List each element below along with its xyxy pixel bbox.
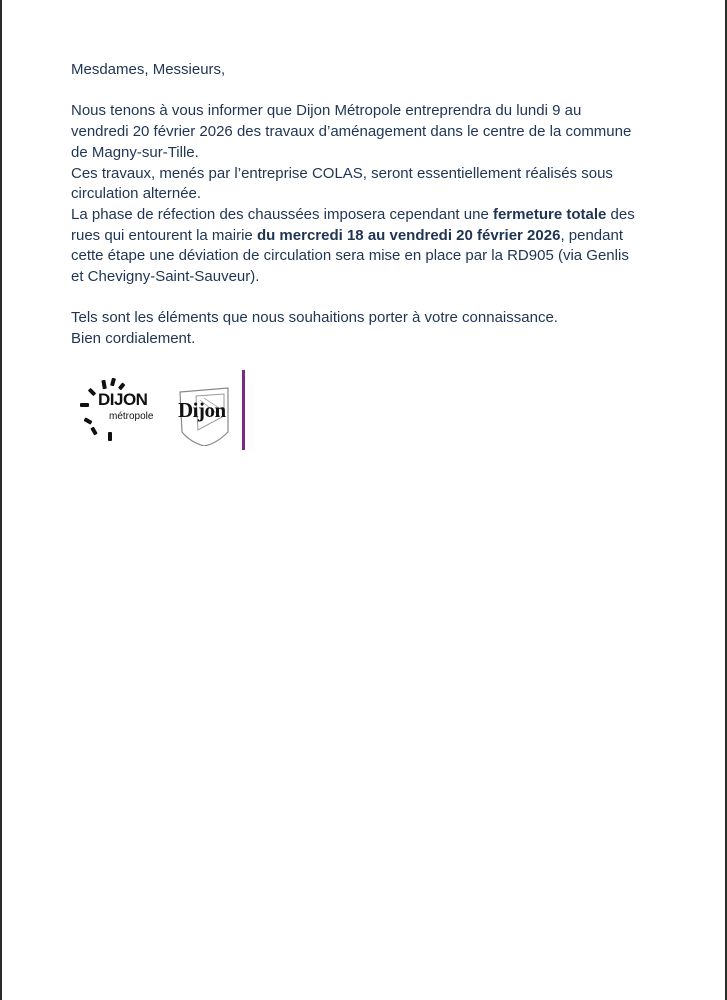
- paragraph-1-line-2: vendredi 20 février 2026 des travaux d’aménagement dans le centre de la commune: [71, 123, 632, 141]
- logo-block: [78, 370, 258, 452]
- letter-body: [71, 60, 671, 350]
- text-span: , pendant: [560, 226, 623, 244]
- paragraph-2-line-1: Ces travaux, menés par l’entreprise COLAS, seront essentiellement réalisés sous: [71, 164, 613, 182]
- paragraph-3-line-2: [71, 226, 671, 247]
- metropole-wordmark: DIJON: [98, 390, 148, 409]
- greeting: Mesdames, Messieurs,: [71, 61, 226, 78]
- text-span: La phase de réfection des chaussées imposera cependant une: [71, 205, 493, 223]
- paragraph-3-line-4: et Chevigny-Saint-Sauveur).: [71, 268, 260, 286]
- closure-emphasis: fermeture totale: [492, 205, 607, 223]
- paragraph-1-line-3: de Magny-sur-Tille.: [71, 143, 199, 161]
- closing-line-1: Tels sont les éléments que nous souhaitions porter à votre connaissance.: [71, 309, 558, 327]
- page-border-left: [0, 0, 2, 1000]
- accent-divider: [242, 370, 245, 450]
- paragraph-1-line-1: Nous tenons à vous informer que Dijon Métropole entreprendra du lundi 9 au: [71, 102, 582, 120]
- paragraph-3-line-3: cette étape une déviation de circulation sera mise en place par la RD905 (via Genlis: [71, 247, 629, 265]
- closing-line-2: Bien cordialement.: [71, 330, 196, 348]
- paragraph-2-line-2: circulation alternée.: [71, 185, 202, 203]
- text-span: des: [606, 205, 635, 223]
- city-wordmark: Dijon: [178, 398, 226, 422]
- closure-dates-emphasis: du mercredi 18 au vendredi 20 février 2026: [256, 226, 561, 244]
- dijon-metropole-logo-icon: [78, 378, 170, 442]
- paragraph-3-line-1: [71, 205, 671, 226]
- metropole-subtitle: métropole: [109, 411, 154, 422]
- text-span: rues qui entourent la mairie: [71, 226, 257, 244]
